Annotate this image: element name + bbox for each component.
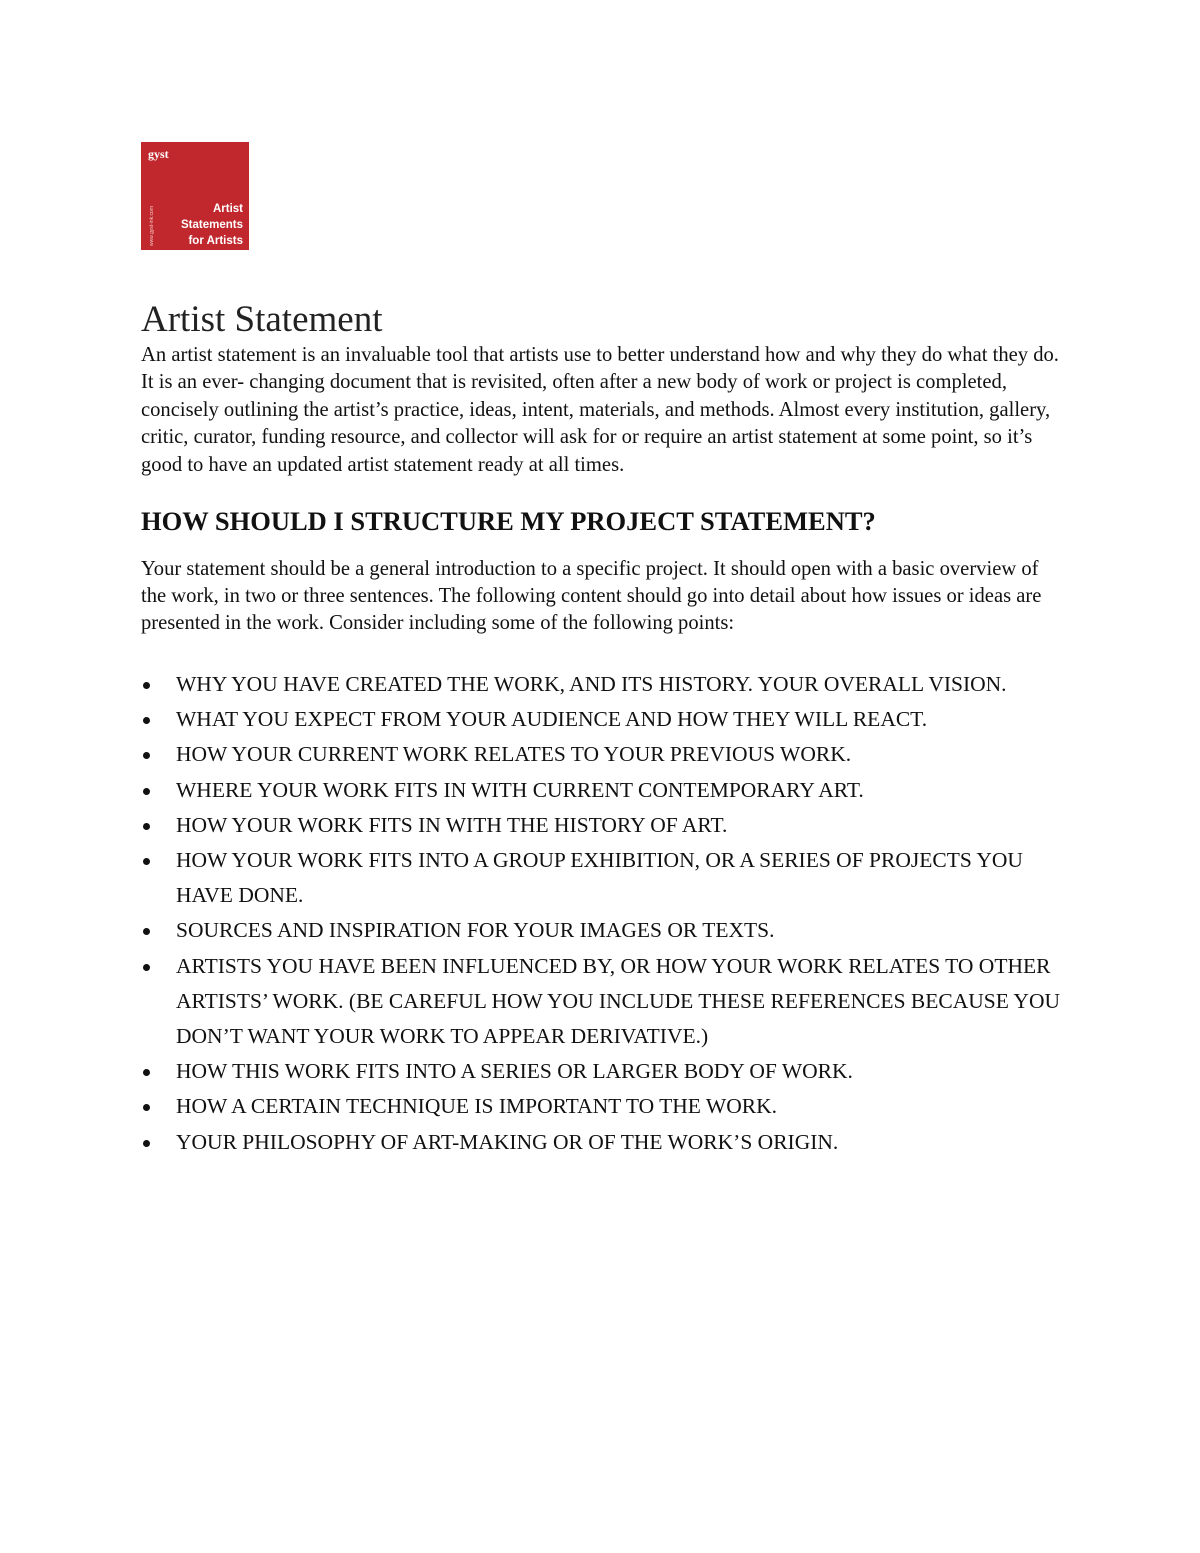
- list-item: [141, 843, 1066, 913]
- bullet-icon: [143, 1140, 150, 1147]
- list-item-text: WHAT YOU EXPECT FROM YOUR AUDIENCE AND HOW THEY WILL REACT.: [176, 707, 928, 732]
- intro-paragraph: An artist statement is an invaluable tool that artists use to better understand how and why they do what they do. It is an ever- changing document that is revisited, often after a new body of work or project is completed, concisely outlining the artist’s practice, ideas, intent, materials, and methods. Almost every institution, gallery, critic, curator, funding resource, and collector will ask for or require an artist statement at some point, so it’s good to have an updated artist statement ready at all times.: [141, 344, 1059, 476]
- bullet-icon: [143, 823, 150, 830]
- list-item: [141, 702, 1066, 737]
- bullet-icon: [143, 858, 150, 865]
- logo-brand: gyst: [148, 147, 169, 161]
- list-item-text: HOW YOUR WORK FITS INTO A GROUP EXHIBITION, OR A SERIES OF PROJECTS YOU HAVE DONE.: [176, 848, 1023, 908]
- list-item-text: ARTISTS YOU HAVE BEEN INFLUENCED BY, OR HOW YOUR WORK RELATES TO OTHER ARTISTS’ WORK. (BE CAREFUL HOW YOU INCLUDE THESE REFERENCES BECAUSE YOU DON’T WANT YOUR WORK TO APPEAR DERIVATIVE.): [176, 953, 1061, 1049]
- bullet-icon: [143, 788, 150, 795]
- list-item-text: YOUR PHILOSOPHY OF ART-MAKING OR OF THE WORK’S ORIGIN.: [176, 1129, 839, 1154]
- list-item-text: HOW YOUR CURRENT WORK RELATES TO YOUR PREVIOUS WORK.: [176, 742, 852, 767]
- bullet-icon: [143, 964, 150, 971]
- list-item-text: HOW A CERTAIN TECHNIQUE IS IMPORTANT TO THE WORK.: [176, 1094, 777, 1119]
- list-item-text: WHY YOU HAVE CREATED THE WORK, AND ITS HISTORY. YOUR OVERALL VISION.: [176, 672, 1007, 697]
- gyst-logo: [141, 142, 249, 250]
- list-item: [141, 1089, 1066, 1124]
- list-item-text: HOW YOUR WORK FITS IN WITH THE HISTORY OF ART.: [176, 812, 728, 837]
- list-item: [141, 773, 1066, 808]
- logo-line: Statements: [181, 219, 243, 231]
- list-item: [141, 913, 1066, 948]
- section-heading: HOW SHOULD I STRUCTURE MY PROJECT STATEMENT?: [141, 506, 876, 537]
- logo-text: [181, 201, 243, 249]
- list-item: [141, 737, 1066, 772]
- logo-url: www.gyst-ink.com: [149, 205, 155, 246]
- logo-line: Artist: [212, 203, 243, 215]
- list-item: [141, 667, 1066, 702]
- section-paragraph: Your statement should be a general introduction to a specific project. It should open with a basic overview of the work, in two or three sentences. The following content should go into detail about how issues or ideas are presented in the work. Consider including some of the following points:: [141, 558, 1042, 635]
- list-item: [141, 949, 1066, 1055]
- bullet-icon: [143, 1069, 150, 1076]
- bullet-icon: [143, 752, 150, 759]
- list-item-text: HOW THIS WORK FITS INTO A SERIES OR LARGER BODY OF WORK.: [176, 1059, 853, 1084]
- points-list: [141, 667, 1071, 1160]
- list-item-text: SOURCES AND INSPIRATION FOR YOUR IMAGES OR TEXTS.: [176, 918, 775, 943]
- bullet-icon: [143, 928, 150, 935]
- logo-line: for Artists: [188, 235, 243, 247]
- page-title: Artist Statement: [141, 299, 383, 340]
- list-item: [141, 1125, 1066, 1160]
- bullet-icon: [143, 717, 150, 724]
- list-item: [141, 1054, 1066, 1089]
- list-item: [141, 808, 1066, 843]
- bullet-icon: [143, 682, 150, 689]
- list-item-text: WHERE YOUR WORK FITS IN WITH CURRENT CONTEMPORARY ART.: [176, 777, 864, 802]
- document-page: [141, 142, 1071, 1160]
- bullet-icon: [143, 1104, 150, 1111]
